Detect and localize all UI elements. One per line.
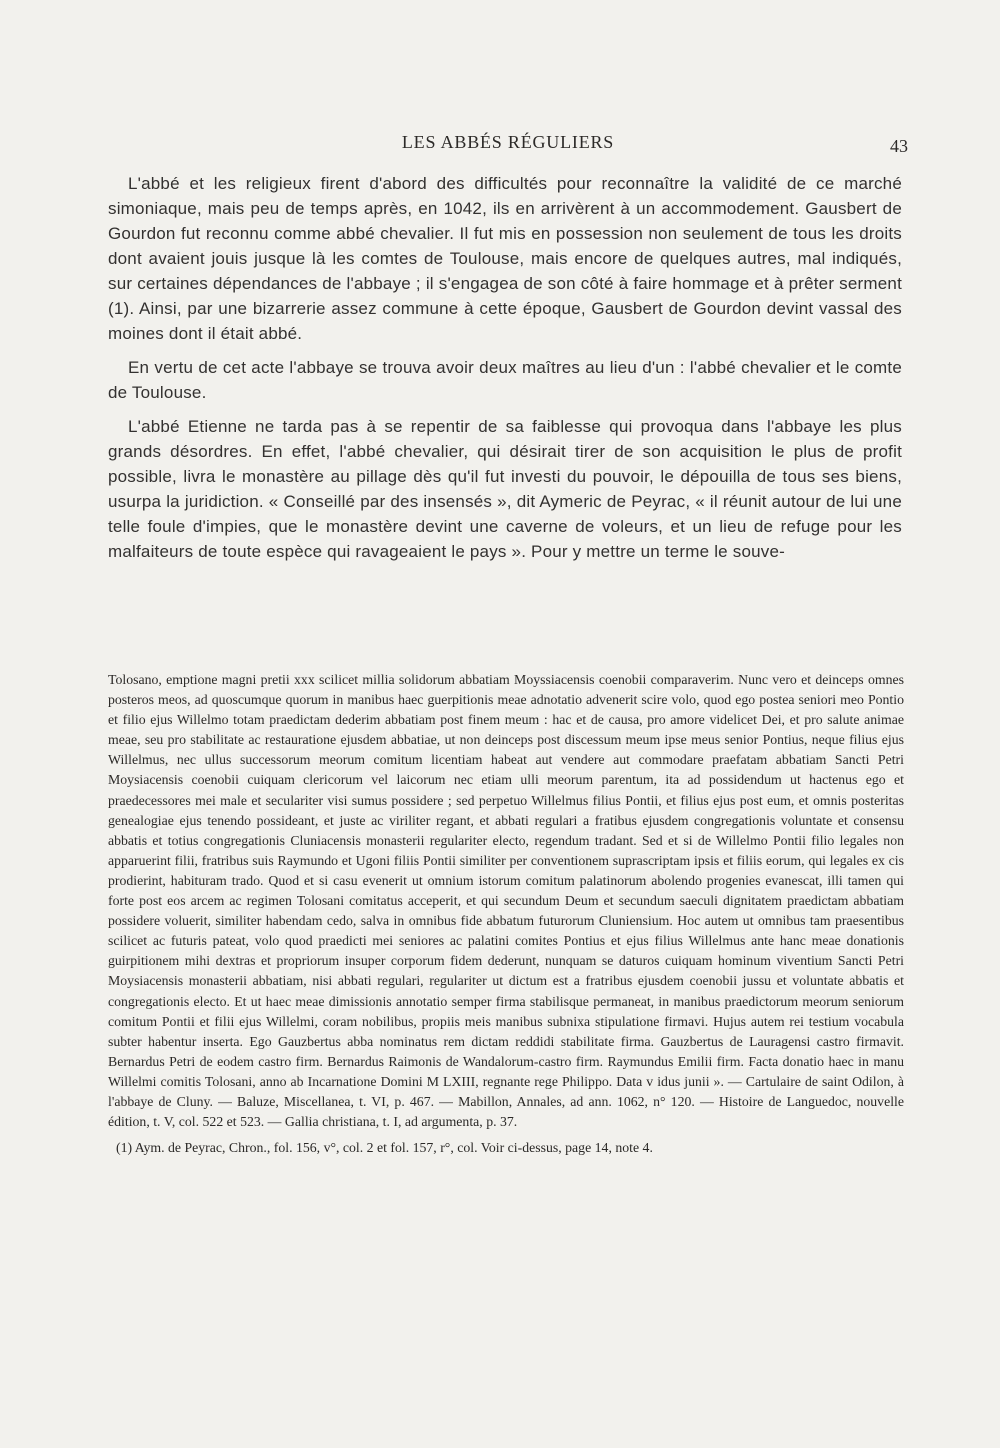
footnotes bbox=[108, 670, 904, 1158]
page-header bbox=[108, 132, 908, 156]
paragraph: L'abbé Etienne ne tarda pas à se repentir de sa faiblesse qui provoqua dans l'abbaye les plus grands désordres. En effet, l'abbé chevalier, qui désirait tirer de son acquisition le plus de profit possible, livra le monastère au pillage dès qu'il fut investi du pouvoir, le dépouilla de tous ses biens, usurpa la juridiction. « Conseillé par des insensés », dit Aymeric de Peyrac, « il réunit autour de lui une telle foule d'impies, que le monastère devint une caverne de voleurs, et un lieu de refuge pour les malfaiteurs de toute espèce qui ravageaient le pays ». Pour y mettre un terme le souve- bbox=[108, 417, 902, 561]
page-number: 43 bbox=[890, 136, 908, 156]
running-title: LES ABBÉS RÉGULIERS bbox=[401, 132, 615, 152]
main-text bbox=[108, 171, 902, 573]
footnote-1: (1) Aym. de Peyrac, Chron., fol. 156, v°, col. 2 et fol. 157, r°, col. Voir ci-dessus, page 14, note 4. bbox=[116, 1140, 653, 1156]
footnote-continuation: Tolosano, emptione magni pretii xxx scilicet millia solidorum abbatiam Moyssiacensis coenobii comparaverim. Nunc vero et deinceps omnes posteros meos, ad quoscumque quorum in manibus haec guerpitionis meae adnotatio advenerit scire volo, quod ego postea seniori meo Pontio et filio ejus Willelmo totam praedictam dederim abbatiam post finem meum : hac et de causa, pro amore videlicet Dei, et pro salute animae meae, seu pro stabilitate ac restauratione ejusdem abbatiae, ut non deinceps post discessum meum ipse meus senior Pontius, neque filius ejus Willelmus, nec ullus successorum meorum comitum licentiam habeat aut vendere aut commodare praefatam abbatiam Sancti Petri Moysiacensis coenobii cuiquam clericorum vel laicorum nec etiam ulli meorum parentum, ita ad possidendum ut hactenus ego et praedecessores mei male et seculariter visi sumus possidere ; sed perpetuo Willelmus filius Pontii, et filius ejus post eum, et omnis posteritas genealogiae ejus tenendo possideant, et juste ac viriliter regant, et abbati regulari a fratibus ejusdem congregationis voluntate et consensu abbatis et totius congregationis Cluniacensis monasterii regulariter electo, regendum tradant. Sed et si de Willelmo Pontii filio legales non apparuerint filii, fratribus suis Raymundo et Ugoni filiis Pontii similiter per conventionem suprascriptam ipsis et filiis eorum, qui legales ex cis prodierint, habituram trado. Quod et si casu evenerit ut omnium istorum comitum palatinorum abolendo progenies evanescat, illi tamen qui forte post eos arcem ac regimen Tolosani comitatus acceperit, et qui secundum Deum et secundum saeculi dignitatem praedictam abbatiam possidere voluerit, similiter habendam cedo, salva in omnibus fide abbatum futurorum Cluniensium. Hoc autem ut omnibus tam praesentibus scilicet ac futuris pateat, volo quod praedicti mei seniores ac palatini comites Pontius et ejus filius Willelmus ante hanc meae donationis guirpitionem mihi dextras et propriorum insuper corporum fidem dederunt, nunquam se daturos cuiquam hominum viventium Sancti Petri Moysiacensis monasterii abbatiam, nisi abbati regulari, regulariter ut dictum est a fratribus ejusdem coenobii jussu et voluntate abbatis et congregationis electo. Et ut haec meae dimissionis annotatio semper firma stabilisque permaneat, in manibus praedictorum meorum seniorum comitum Pontii et filii ejus Willelmi, coram nobilibus, propiis meis manibus subnixa stipulatione firmavi. Hujus autem rei testium vocabula subter habentur inserta. Ego Gauzbertus abba nominatus rem dictam reddidi stabilitate firma. Gauzbertus de Lauragensi castro firmavit. Bernardus Petri de eodem castro firm. Bernardus Raimonis de Wandalorum-castro firm. Raymundus Emilii firm. Facta donatio haec in manu Willelmi comitis Tolosani, anno ab Incarnatione Domini M LXIII, regnante rege Philippo. Data v idus junii ». — Cartulaire de saint Odilon, à l'abbaye de Cluny. — Baluze, Miscellanea, t. VI, p. 467. — Mabillon, Annales, ad ann. 1062, n° 120. — Histoire de Languedoc, nouvelle édition, t. V, col. 522 et 523. — Gallia christiana, t. I, ad argumenta, p. 37. bbox=[108, 672, 904, 1130]
paragraph: En vertu de cet acte l'abbaye se trouva avoir deux maîtres au lieu d'un : l'abbé chevalier et le comte de Toulouse. bbox=[108, 358, 902, 402]
paragraph: L'abbé et les religieux firent d'abord des difficultés pour reconnaître la validité de ce marché simoniaque, mais peu de temps après, en 1042, ils en arrivèrent à un accommodement. Gausbert de Gourdon fut reconnu comme abbé chevalier. Il fut mis en possession non seulement de tous les droits dont avaient jouis jusque là les comtes de Toulouse, mais encore de quelques autres, mal indiqués, sur certaines dépendances de l'abbaye ; il s'engagea de son côté à faire hommage et à prêter serment (1). Ainsi, par une bizarrerie assez commune à cette époque, Gausbert de Gourdon devint vassal des moines dont il était abbé. bbox=[108, 174, 902, 343]
